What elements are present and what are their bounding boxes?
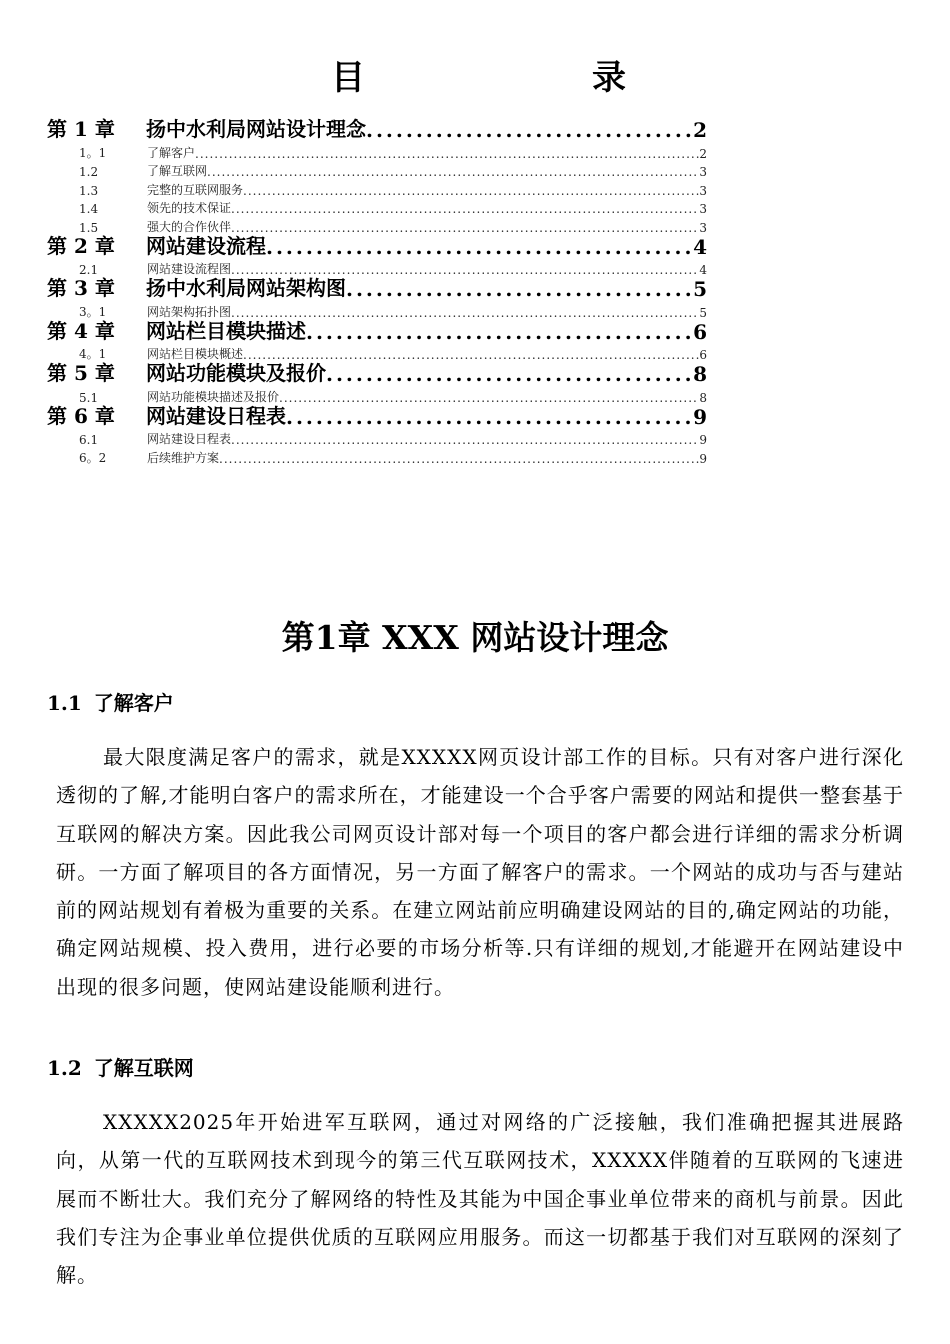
toc-entry-number: 第 4 章 [47, 319, 115, 343]
toc-entry-label: 领先的技术保证 [147, 201, 232, 215]
section-title: 了解客户 [93, 691, 174, 715]
toc-entry-page: 3 [699, 202, 707, 216]
toc-entry-label: 网站建设流程图 [147, 262, 232, 276]
toc-entry-label: 网站建设日程表 [146, 404, 286, 428]
toc-title [0, 50, 950, 96]
table-of-contents [47, 118, 707, 466]
toc-entry-number: 4。1 [79, 347, 107, 361]
toc-entry-number: 第 6 章 [47, 404, 115, 428]
toc-leader-dots [279, 391, 699, 405]
toc-entry-number: 1.3 [79, 183, 99, 198]
toc-leader-dots [266, 235, 693, 259]
toc-entry-page: 2 [693, 118, 707, 142]
toc-leader-dots [219, 452, 699, 466]
toc-entry-number: 第 2 章 [47, 234, 115, 258]
toc-entry-number: 6.1 [79, 433, 99, 447]
section-number: 1.1 [47, 691, 82, 715]
toc-entry-page: 4 [693, 234, 707, 259]
toc-section-entry[interactable] [47, 161, 707, 180]
toc-entry-page: 8 [699, 390, 707, 405]
toc-entry-page: 9 [699, 433, 707, 447]
toc-section-entry[interactable] [47, 198, 707, 217]
toc-entry-page: 9 [693, 404, 707, 429]
toc-entry-page: 8 [693, 362, 707, 386]
toc-entry-number: 第 3 章 [47, 277, 115, 300]
toc-leader-dots [195, 147, 699, 161]
toc-entry-page: 3 [699, 165, 707, 179]
toc-entry-label: 网站栏目模块概述 [147, 347, 244, 361]
toc-entry-label: 后续维护方案 [147, 450, 220, 465]
chapter-title: 第1章 XXX 网站设计理念 [281, 618, 669, 657]
toc-entry-number: 3。1 [79, 304, 107, 319]
toc-chapter-entry[interactable] [47, 277, 707, 301]
section-title: 了解互联网 [93, 1056, 194, 1080]
toc-leader-dots [231, 433, 699, 447]
toc-leader-dots [243, 184, 699, 198]
toc-leader-dots [306, 320, 693, 344]
toc-leader-dots [231, 221, 699, 235]
toc-chapter-entry[interactable] [47, 235, 707, 259]
toc-entry-page: 6 [699, 348, 707, 362]
toc-entry-label: 网站功能模块及报价 [146, 362, 326, 385]
toc-entry-number: 1.4 [79, 202, 99, 216]
toc-entry-number: 第 5 章 [47, 362, 115, 385]
toc-chapter-entry[interactable] [47, 405, 707, 429]
section-paragraph-1-1: 最大限度满足客户的需求，就是XXXXX网页设计部工作的目标。只有对客户进行深化透彻的了解,才能明白客户的需求所在，才能建设一个合乎客户需要的网站和提供一整套基于互联网的解决方案。因此我公司网页设计部对每一个项目的客户都会进行详细的需求分析调研。一方面了解项目的各方面情况，另一方面了解客户的需求。一个网站的成功与否与建站前的网站规划有着极为重要的关系。在建立网站前应明确建设网站的目的,确定网站的功能，确定网站规模、投入费用，进行必要的市场分析等.只有详细的规划,才能避开在网站建设中出现的很多问题，使网站建设能顺利进行。 [56, 745, 904, 999]
toc-entry-page: 9 [699, 451, 707, 466]
toc-entry-label: 完整的互联网服务 [147, 182, 244, 197]
toc-entry-label: 扬中水利局网站架构图 [146, 277, 346, 300]
toc-chapter-entry[interactable] [47, 320, 707, 344]
toc-section-entry[interactable] [47, 447, 707, 466]
toc-leader-dots [326, 362, 693, 386]
toc-leader-dots [231, 263, 699, 277]
toc-entry-page: 2 [699, 146, 707, 161]
toc-entry-label: 了解客户 [147, 145, 196, 160]
toc-entry-number: 6。2 [79, 450, 107, 465]
toc-leader-dots [207, 165, 699, 179]
toc-chapter-entry[interactable] [47, 362, 707, 386]
section-paragraph-1-2: XXXXX2025年开始进军互联网，通过对网络的广泛接触，我们准确把握其进展路向，从第一代的互联网技术到现今的第三代互联网技术，XXXXX伴随着的互联网的飞速进展而不断壮大。我们充分了解网络的特性及其能为中国企事业单位带来的商机与前景。因此我们专注为企事业单位提供优质的互联网应用服务。而这一切都基于我们对互联网的深刻了解。 [56, 1110, 904, 1288]
toc-entry-label: 强大的合作伙伴 [147, 219, 232, 234]
toc-section-entry[interactable] [47, 344, 707, 363]
toc-section-entry[interactable] [47, 386, 707, 405]
toc-entry-label: 了解互联网 [147, 164, 208, 178]
toc-entry-number: 2.1 [79, 263, 99, 277]
toc-section-entry[interactable] [47, 429, 707, 448]
toc-leader-dots [366, 118, 693, 142]
toc-section-entry[interactable] [47, 179, 707, 198]
toc-leader-dots [231, 202, 699, 216]
section-heading-1-2 [47, 1052, 194, 1081]
toc-leader-dots [231, 306, 699, 320]
toc-entry-label: 网站架构拓扑图 [147, 304, 232, 319]
toc-entry-page: 3 [699, 183, 707, 198]
toc-title-char-2: 录 [592, 58, 626, 98]
toc-chapter-entry[interactable] [47, 118, 707, 142]
toc-entry-label: 网站建设流程 [146, 234, 266, 258]
toc-section-entry[interactable] [47, 216, 707, 235]
section-number: 1.2 [47, 1056, 82, 1080]
toc-leader-dots [346, 277, 693, 301]
toc-entry-number: 1.5 [79, 220, 99, 235]
toc-entry-label: 网站建设日程表 [147, 432, 232, 446]
section-heading-1-1 [47, 687, 174, 716]
toc-section-entry[interactable] [47, 301, 707, 320]
toc-leader-dots [243, 348, 699, 362]
toc-title-char-1: 目 [331, 58, 365, 98]
toc-entry-label: 网站栏目模块描述 [146, 319, 306, 343]
toc-entry-number: 5.1 [79, 390, 99, 405]
toc-entry-page: 4 [699, 263, 707, 277]
toc-section-entry[interactable] [47, 142, 707, 161]
toc-leader-dots [286, 405, 693, 429]
toc-section-entry[interactable] [47, 259, 707, 278]
toc-entry-page: 6 [693, 319, 707, 344]
toc-entry-page: 5 [699, 305, 707, 320]
toc-entry-page: 5 [693, 277, 707, 301]
toc-entry-number: 1。1 [79, 145, 107, 160]
toc-entry-number: 1.2 [79, 165, 99, 179]
toc-entry-label: 网站功能模块描述及报价 [147, 389, 280, 404]
toc-entry-label: 扬中水利局网站设计理念 [146, 118, 366, 141]
toc-entry-number: 第 1 章 [47, 118, 115, 141]
toc-entry-page: 3 [699, 220, 707, 235]
